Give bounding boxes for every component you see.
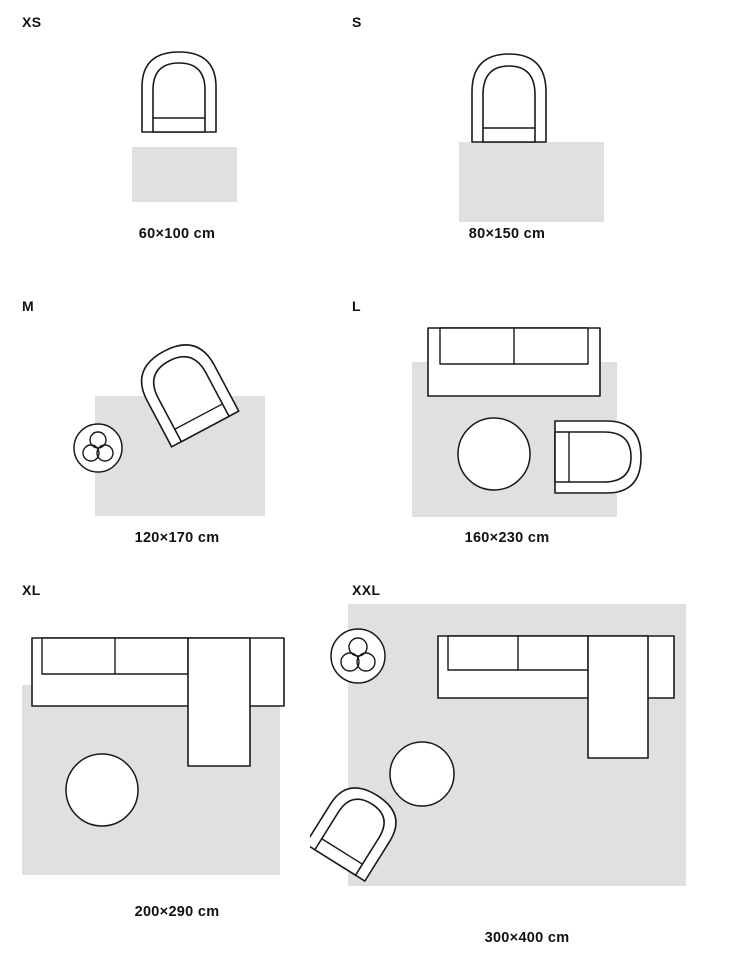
illustration-xs bbox=[107, 32, 247, 212]
armchair-inner-l bbox=[555, 432, 631, 482]
armchair-inner-s bbox=[483, 66, 535, 142]
dimension-label-l: 160×230 cm bbox=[464, 530, 550, 546]
dimension-label-s: 80×150 cm bbox=[468, 226, 546, 242]
rug-shape-xs bbox=[132, 147, 237, 202]
illustration-l bbox=[380, 314, 680, 519]
coffee-table-xxl bbox=[390, 742, 454, 806]
armchair-l bbox=[555, 421, 641, 493]
size-cell-xl bbox=[22, 582, 332, 952]
dimension-label-xl: 200×290 cm bbox=[134, 904, 220, 920]
size-label-xs: XS bbox=[22, 14, 42, 30]
dimension-label-xs: 60×100 cm bbox=[138, 226, 216, 242]
coffee-table-l bbox=[458, 418, 530, 490]
sofa-chaise-xxl bbox=[588, 636, 648, 758]
sofa-chaise-xl bbox=[188, 638, 250, 766]
sofa-l bbox=[428, 328, 600, 396]
armchair-inner-xs bbox=[153, 63, 205, 132]
size-label-xxl: XXL bbox=[352, 582, 381, 598]
size-cell-m bbox=[22, 298, 332, 568]
illustration-xxl bbox=[310, 604, 700, 904]
size-cell-xxl bbox=[352, 582, 722, 952]
rug-shape-s bbox=[459, 142, 604, 222]
illustration-xl bbox=[0, 620, 300, 900]
size-label-m: M bbox=[22, 298, 35, 314]
size-label-xl: XL bbox=[22, 582, 41, 598]
illustration-m bbox=[50, 326, 300, 516]
size-cell-s bbox=[352, 14, 692, 254]
dimension-label-m: 120×170 cm bbox=[134, 530, 220, 546]
size-label-l: L bbox=[352, 298, 361, 314]
coffee-table-xl bbox=[66, 754, 138, 826]
size-cell-l bbox=[352, 298, 692, 568]
size-cell-xs bbox=[22, 14, 332, 254]
illustration-s bbox=[414, 32, 604, 222]
dimension-label-xxl: 300×400 cm bbox=[484, 930, 570, 946]
size-label-s: S bbox=[352, 14, 362, 30]
